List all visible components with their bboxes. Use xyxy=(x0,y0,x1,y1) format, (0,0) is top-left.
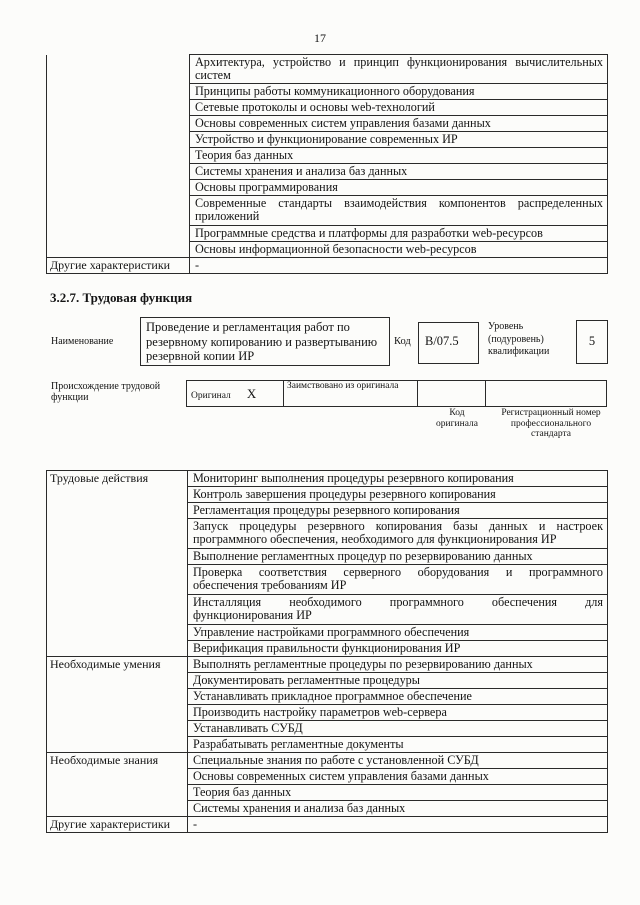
borrowed-cell xyxy=(284,381,418,407)
origin-label: Происхождение трудовой функции xyxy=(51,381,161,403)
knowledge-item: Системы хранения и анализа баз данных xyxy=(188,801,608,817)
labor-action-item: Управление настройками программного обеспечения xyxy=(188,625,608,641)
function-code: В/07.5 xyxy=(425,334,459,348)
labor-action-item: Мониторинг выполнения процедуры резервного копирования xyxy=(188,471,608,487)
list-item: Основы программирования xyxy=(190,180,608,196)
empty-label-cell xyxy=(47,55,190,258)
borrowed-label: Заимствовано из оригинала xyxy=(287,381,399,391)
original-mark: X xyxy=(246,385,257,401)
section-title: 3.2.7. Трудовая функция xyxy=(50,290,193,305)
level-label: Уровень (подуровень) квалификации xyxy=(488,321,550,357)
list-item: Архитектура, устройство и принцип функционирования вычислительных систем xyxy=(190,55,608,84)
labor-actions-label: Трудовые действия xyxy=(47,471,188,657)
code-label: Код xyxy=(394,336,411,347)
knowledge-label: Необходимые знания xyxy=(47,753,188,817)
skills-label: Необходимые умения xyxy=(47,657,188,753)
reg-caption: Регистрационный номер профессионального стандарта xyxy=(501,408,601,439)
labor-action-item: Контроль завершения процедуры резервного копирования xyxy=(188,487,608,503)
labor-action-item: Выполнение регламентных процедур по резервированию данных xyxy=(188,549,608,565)
list-item: Принципы работы коммуникационного оборудования xyxy=(190,84,608,100)
code-caption: Код оригинала xyxy=(436,408,478,429)
original-cell xyxy=(187,381,284,407)
list-item: Устройство и функционирование современных ИР xyxy=(190,132,608,148)
list-item: Программные средства и платформы для разработки web-ресурсов xyxy=(190,226,608,242)
function-code-box xyxy=(418,322,479,364)
knowledge-continuation-table xyxy=(46,54,608,274)
qualification-level: 5 xyxy=(588,334,596,348)
name-label: Наименование xyxy=(51,336,114,347)
reg-number-cell xyxy=(486,381,607,407)
list-item: Системы хранения и анализа баз данных xyxy=(190,164,608,180)
other-characteristics-value: - xyxy=(190,258,608,274)
labor-action-item: Регламентация процедуры резервного копирования xyxy=(188,503,608,519)
knowledge-item: Специальные знания по работе с установленной СУБД xyxy=(188,753,608,769)
skill-item: Выполнять регламентные процедуры по резервированию данных xyxy=(188,657,608,673)
knowledge-item: Теория баз данных xyxy=(188,785,608,801)
skill-item: Документировать регламентные процедуры xyxy=(188,673,608,689)
page-number: 17 xyxy=(314,31,326,45)
other-characteristics-label: Другие характеристики xyxy=(47,258,190,274)
labor-action-item: Запуск процедуры резервного копирования базы данных и настроек программного обеспечения, необходимого для функционирования ИР xyxy=(188,519,608,549)
skill-item: Устанавливать прикладное программное обеспечение xyxy=(188,689,608,705)
skill-item: Устанавливать СУБД xyxy=(188,721,608,737)
level-box xyxy=(576,320,608,364)
list-item: Теория баз данных xyxy=(190,148,608,164)
other-characteristics-label: Другие характеристики xyxy=(47,817,188,833)
list-item: Современные стандарты взаимодействия компонентов распределенных приложений xyxy=(190,196,608,226)
labor-action-item: Проверка соответствия серверного оборудования и программного обеспечения требованиям ИР xyxy=(188,565,608,595)
function-name: Проведение и регламентация работ по резервному копированию и развертыванию резервной копии ИР xyxy=(146,320,378,363)
knowledge-item: Основы современных систем управления базами данных xyxy=(188,769,608,785)
origin-table xyxy=(186,380,607,407)
original-code-cell xyxy=(418,381,486,407)
labor-action-item: Верификация правильности функционирования ИР xyxy=(188,641,608,657)
list-item: Сетевые протоколы и основы web-технологий xyxy=(190,100,608,116)
skill-item: Разрабатывать регламентные документы xyxy=(188,737,608,753)
other-characteristics-value: - xyxy=(188,817,608,833)
function-details-table xyxy=(46,470,608,833)
function-name-box xyxy=(140,317,390,366)
original-label: Оригинал xyxy=(191,390,231,401)
labor-action-item: Инсталляция необходимого программного обеспечения для функционирования ИР xyxy=(188,595,608,625)
list-item: Основы современных систем управления базами данных xyxy=(190,116,608,132)
skill-item: Производить настройку параметров web-сервера xyxy=(188,705,608,721)
list-item: Основы информационной безопасности web-ресурсов xyxy=(190,242,608,258)
